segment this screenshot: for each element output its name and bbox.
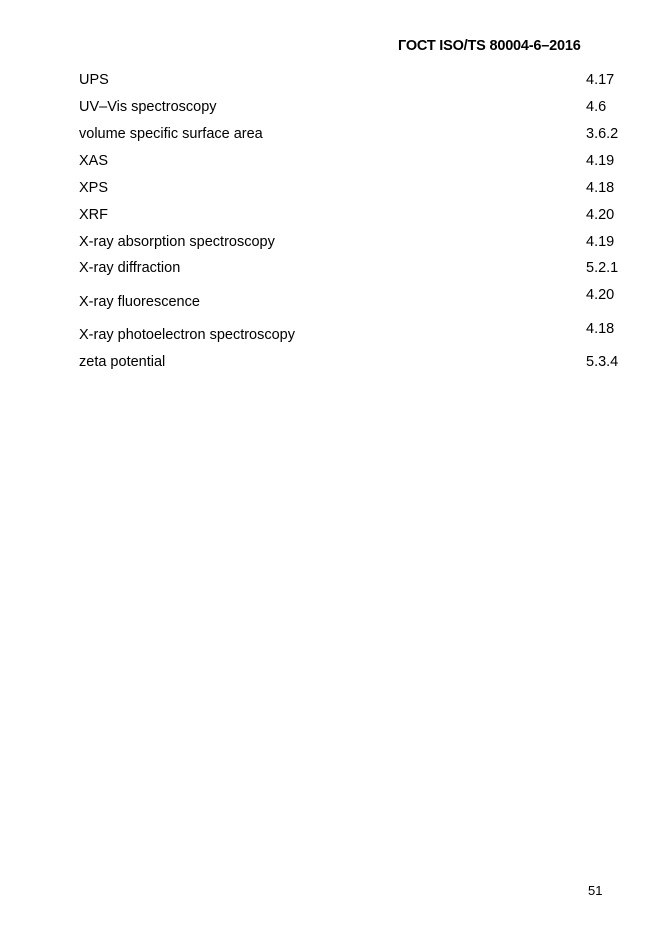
index-ref: 5.3.4	[586, 354, 619, 370]
index-ref: 3.6.2	[586, 126, 619, 142]
index-ref: 4.6	[586, 99, 607, 115]
page-header: ГОСТ ISO/TS 80004-6–2016	[398, 38, 581, 54]
index-entry	[79, 70, 639, 90]
index-entry	[79, 178, 639, 198]
index-entry	[79, 205, 639, 225]
index-entry	[79, 97, 639, 117]
index-term: volume specific surface area	[79, 126, 263, 142]
page-number: 51	[588, 883, 603, 898]
index-ref: 4.17	[586, 72, 615, 88]
index-ref: 4.19	[586, 234, 615, 250]
index-term: UV–Vis spectroscopy	[79, 99, 217, 115]
index-term: UPS	[79, 72, 109, 88]
index-ref: 5.2.1	[586, 260, 619, 276]
index-ref: 4.20	[586, 287, 615, 303]
index-entry	[79, 258, 639, 278]
index-term: XPS	[79, 180, 109, 196]
index-term: X-ray absorption spectroscopy	[79, 234, 275, 250]
index-term: XAS	[79, 153, 109, 169]
index-ref: 4.18	[586, 321, 615, 337]
index-entry	[79, 232, 639, 252]
index-entry	[79, 352, 639, 372]
index-entry	[79, 319, 639, 343]
index-term: zeta potential	[79, 354, 166, 370]
index-term: X-ray diffraction	[79, 260, 181, 276]
index-term: X-ray fluorescence	[79, 294, 200, 310]
index-term: X-ray photoelectron spectroscopy	[79, 327, 295, 343]
index-ref: 4.19	[586, 153, 615, 169]
index-entry	[79, 285, 639, 310]
index-term: XRF	[79, 207, 108, 223]
index-ref: 4.18	[586, 180, 615, 196]
index-entry	[79, 151, 639, 171]
index-entry	[79, 124, 639, 144]
index-ref: 4.20	[586, 207, 615, 223]
